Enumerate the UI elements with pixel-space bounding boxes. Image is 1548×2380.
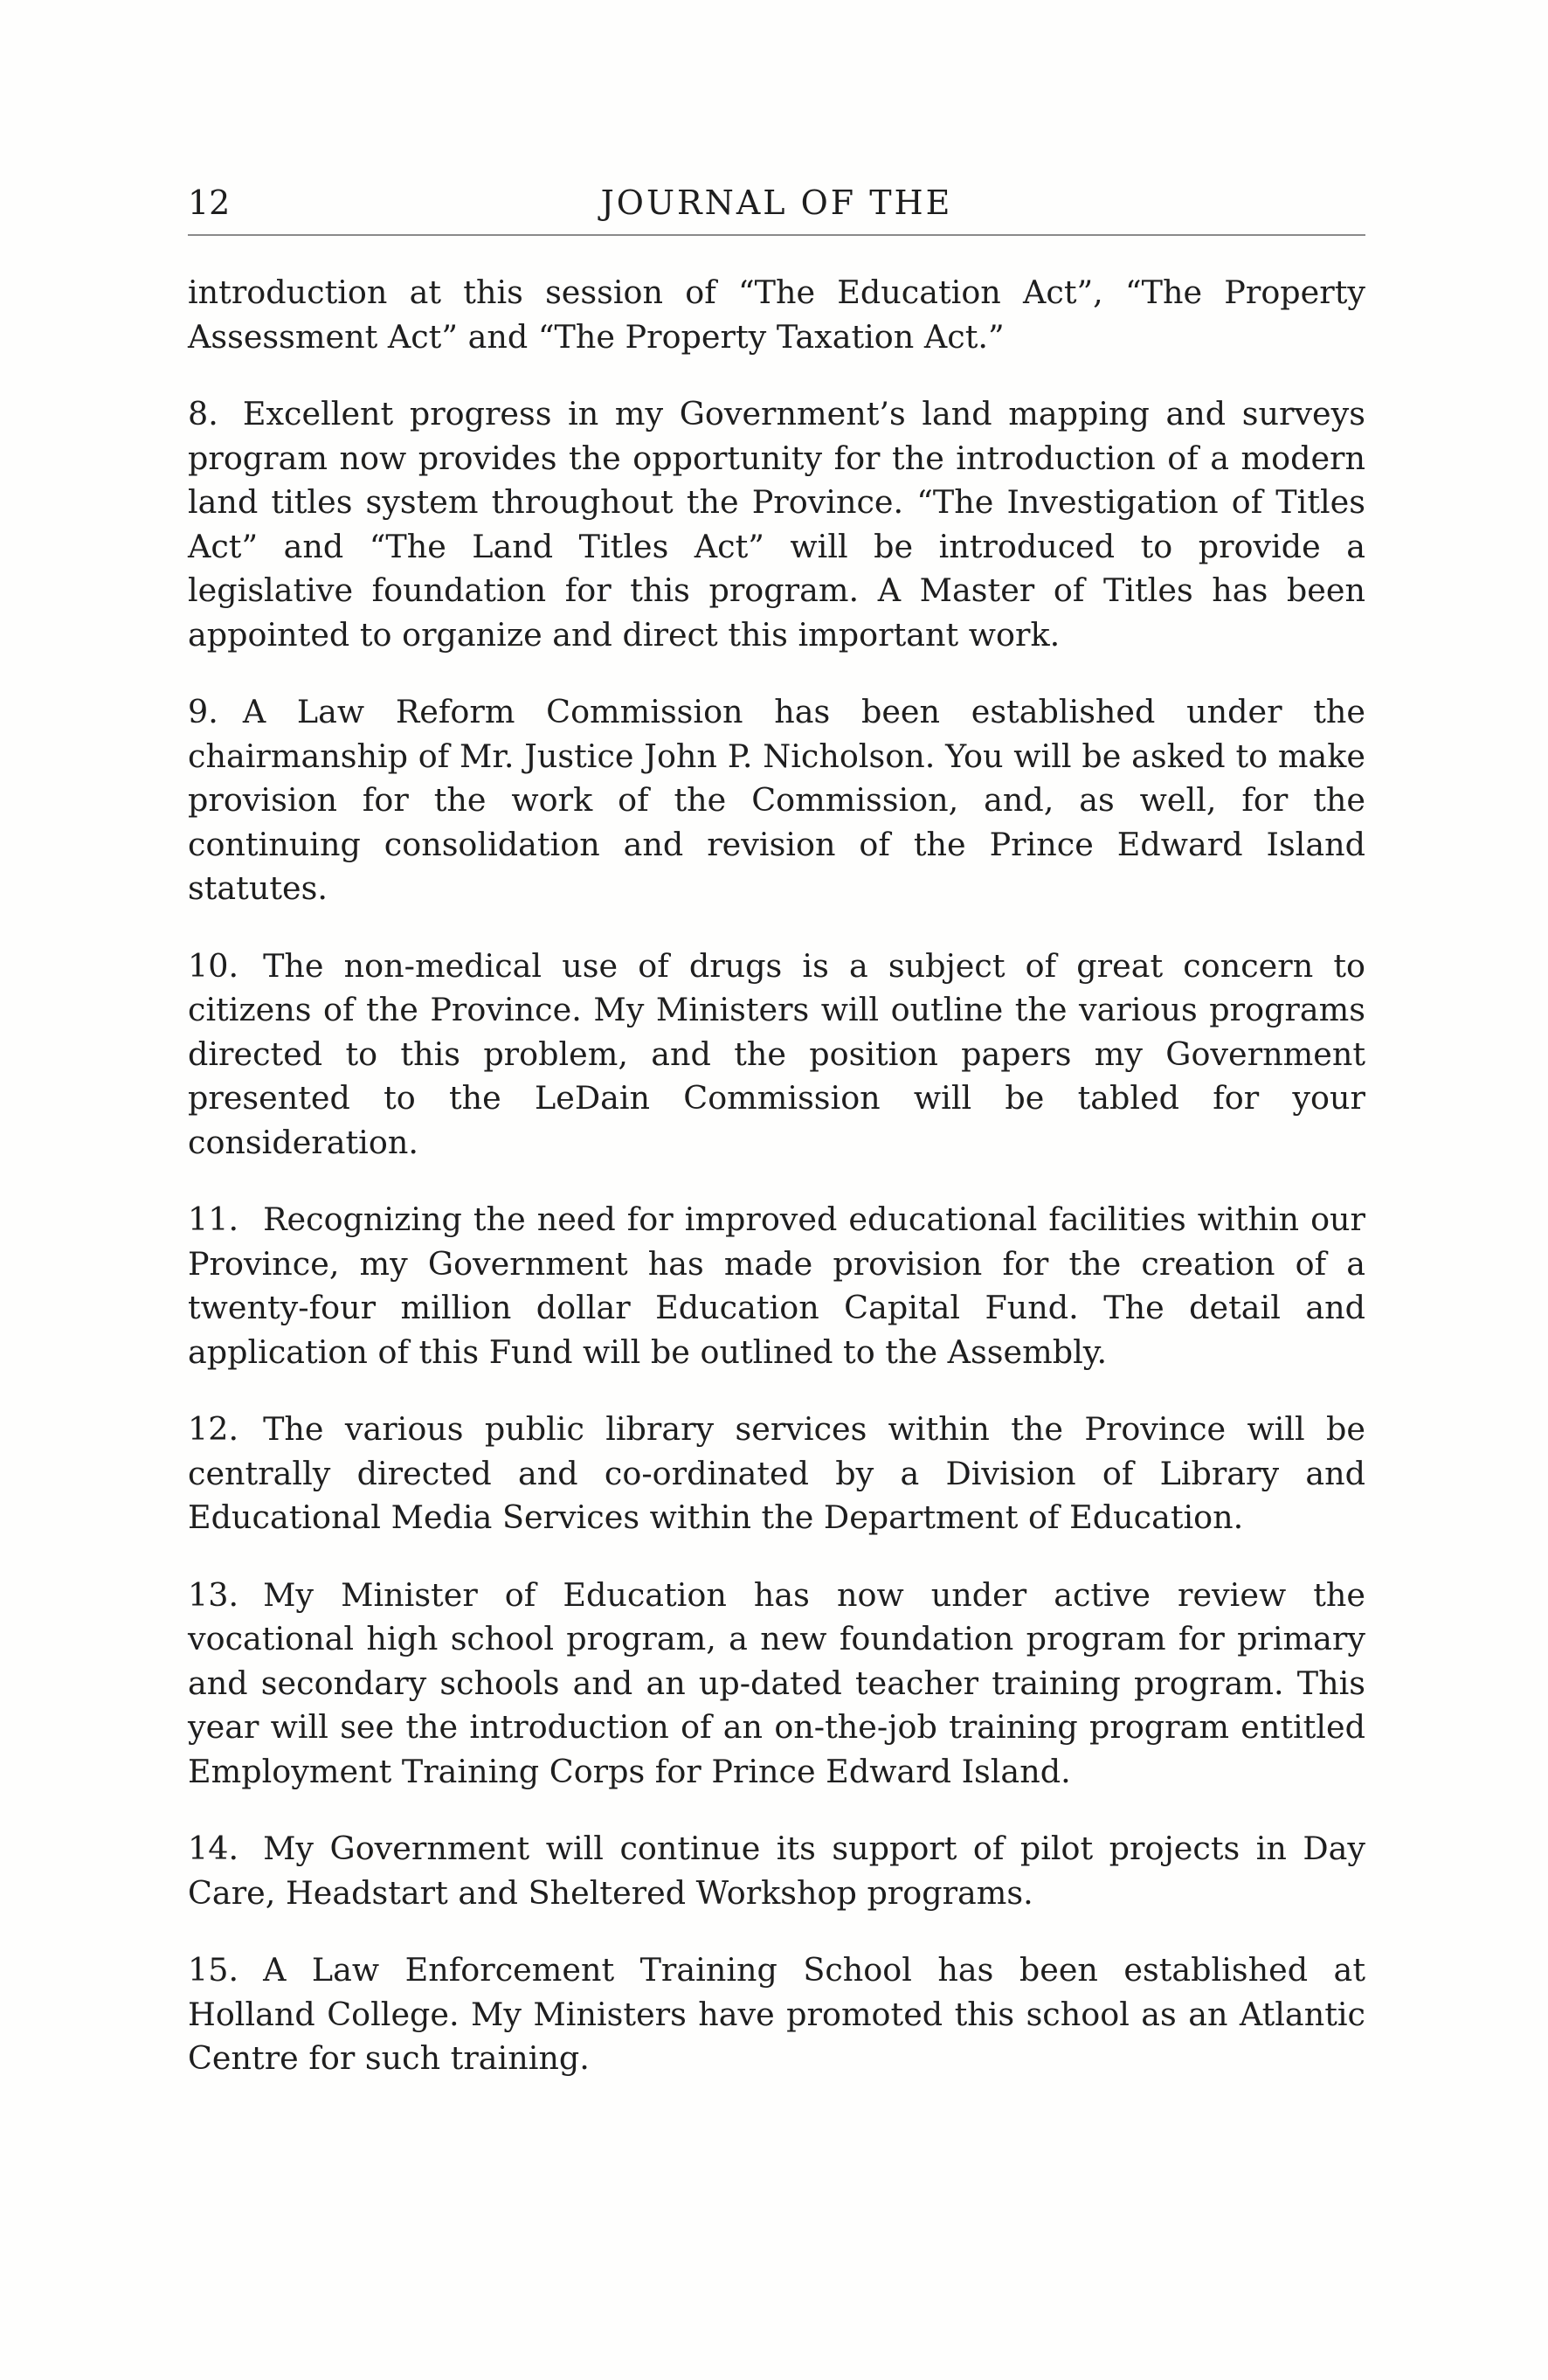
paragraph-9 [188,690,1365,911]
paragraph-number: 12. [188,1410,239,1448]
paragraph-continuation [188,271,1365,359]
paragraph-text: My Minister of Education has now under active review the vocational high school program, a new foundation program for primary and secondary schools and an up-dated teacher training program. This year will see the introduction of an on-the-job training program entitled Employment Training Corps for Prince Edward Island. [188,1575,1365,1790]
paragraph-12 [188,1408,1365,1540]
paragraph-text: The non-medical use of drugs is a subject of great concern to citizens of the Province. My Ministers will outline the various programs directed to this problem, and the position papers my Government presented to the LeDain Commission will be tabled for your consideration. [188,946,1365,1161]
paragraph-text: My Government will continue its support of pilot projects in Day Care, Headstart and Sheltered Workshop programs. [188,1830,1365,1912]
paragraph-10 [188,944,1365,1166]
paragraph-number: 13. [188,1575,239,1614]
paragraph-text: The various public library services within the Province will be centrally directed and co-ordinated by a Division of Library and Educational Media Services within the Department of Education. [188,1410,1365,1536]
paragraph-number: 15. [188,1951,239,1989]
paragraph-11 [188,1198,1365,1374]
paragraph-number: 9. [188,693,218,730]
paragraph-number: 14. [188,1830,239,1867]
running-head: JOURNAL OF THE [600,183,953,222]
paragraph-text: A Law Enforcement Training School has been established at Holland College. My Ministers have promoted this school as an Atlantic Centre for such training. [188,1951,1365,2077]
paragraph-text: A Law Reform Commission has been established under the chairmanship of Mr. Justice John P. Nicholson. You will be asked to make provision for the work of the Commission, and, as well, for the continuing consolidation and revision of the Prince Edward Island statutes. [188,693,1365,907]
body-text [188,271,1365,2081]
paragraph-13 [188,1574,1365,1795]
paragraph-number: 11. [188,1200,239,1238]
paragraph-text: introduction at this session of “The Education Act”, “The Property Assessment Act” and “The Property Taxation Act.” [188,273,1365,356]
paragraph-14 [188,1827,1365,1915]
paragraph-8 [188,392,1365,657]
page-number: 12 [188,183,231,222]
paragraph-text: Excellent progress in my Government’s land mapping and surveys program now provides the opportunity for the introduction of a modern land titles system throughout the Province. “The Investigation of Titles Act” and “The Land Titles Act” will be introduced to provide a legislative foundation for this program. A Master of Titles has been appointed to organize and direct this important work. [188,395,1365,654]
paragraph-15 [188,1948,1365,2081]
page-header [188,182,1365,236]
paragraph-number: 8. [188,395,218,432]
paragraph-text: Recognizing the need for improved educational facilities within our Province, my Government has made provision for the creation of a twenty-four million dollar Education Capital Fund. The detail and application of this Fund will be outlined to the Assembly. [188,1200,1365,1371]
paragraph-number: 10. [188,946,239,985]
